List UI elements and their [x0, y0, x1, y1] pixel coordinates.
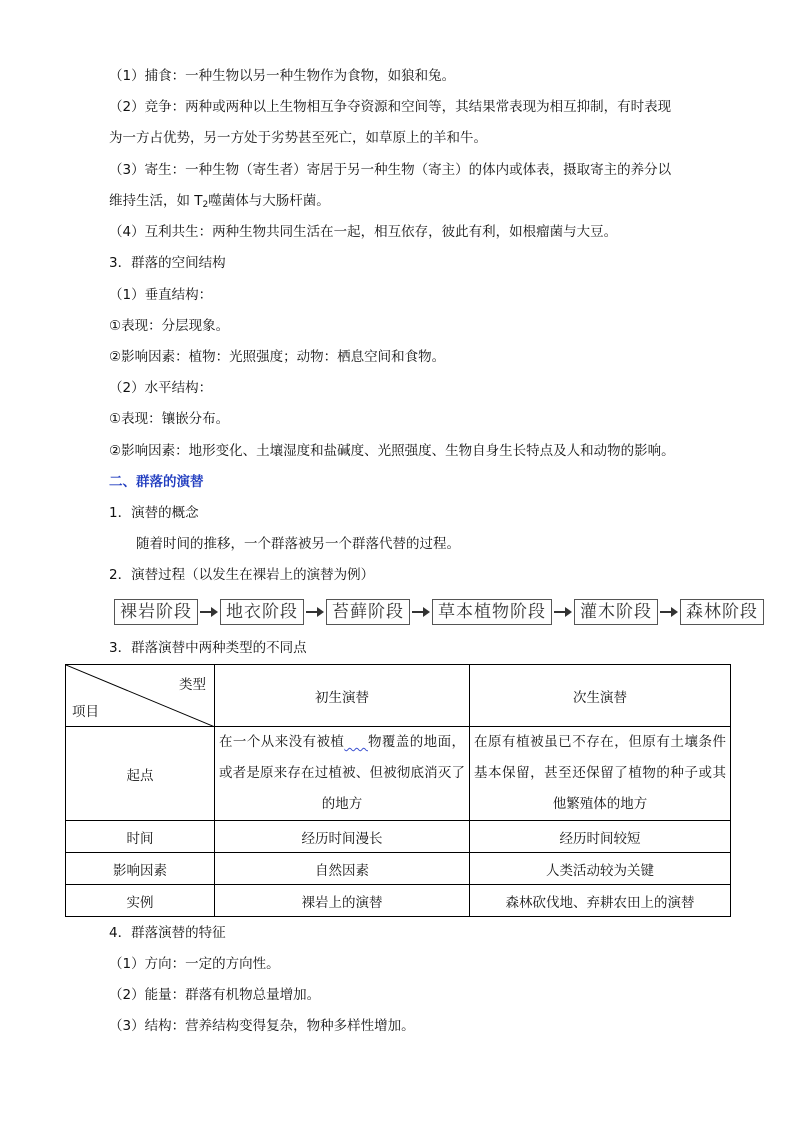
table-header-row [66, 665, 731, 727]
table-row [66, 885, 731, 917]
table-row [66, 853, 731, 885]
stage-box: 地衣阶段 [220, 599, 304, 625]
concept-text: 随着时间的推移，一个群落被另一个群落代替的过程。 [136, 536, 460, 552]
table-cell: 森林砍伐地、弃耕农田上的演替 [470, 885, 731, 917]
vertical-factors: ②影响因素：植物：光照强度；动物：栖息空间和食物。 [109, 349, 446, 365]
column-header: 次生演替 [470, 665, 731, 727]
relation-parasitism-cont: 维持生活，如 $T_2$噬菌体与大肠杆菌。 [109, 193, 330, 210]
succession-flow-diagram [114, 598, 764, 626]
feature-structure: （3）结构：营养结构变得复杂，物种多样性增加。 [109, 1018, 415, 1034]
feature-direction: （1）方向：一定的方向性。 [109, 956, 280, 972]
feature-energy: （2）能量：群落有机物总量增加。 [109, 987, 321, 1003]
table-row [66, 727, 731, 821]
features-heading: 4．群落演替的特征 [109, 925, 226, 941]
relation-mutualism: （4）互利共生：两种生物共同生活在一起，相互依存，彼此有利，如根瘤菌与大豆。 [109, 224, 618, 240]
table-cell: 经历时间较短 [470, 821, 731, 853]
section-title-succession: 二、群落的演替 [109, 474, 204, 490]
right-arrow-icon [658, 606, 680, 618]
row-label: 实例 [66, 885, 215, 917]
row-label: 起点 [66, 727, 215, 821]
table-corner-cell [66, 665, 215, 727]
stage-box: 森林阶段 [680, 599, 764, 625]
table-cell: 自然因素 [215, 853, 470, 885]
relation-parasitism: （3）寄生：一种生物（寄生者）寄居于另一种生物（寄主）的体内或体表，摄取寄主的养分以 [109, 162, 672, 178]
vertical-expression: ①表现：分层现象。 [109, 318, 230, 334]
relation-predation: （1）捕食：一种生物以另一种生物作为食物，如狼和兔。 [109, 68, 456, 84]
corner-label-type: 类型 [179, 677, 206, 693]
table-cell: 人类活动较为关键 [470, 853, 731, 885]
horizontal-expression: ①表现：镶嵌分布。 [109, 411, 230, 427]
stage-box: 草本植物阶段 [432, 599, 552, 625]
vertical-structure: （1）垂直结构： [109, 287, 213, 303]
table-cell: 裸岩上的演替 [215, 885, 470, 917]
horizontal-structure: （2）水平结构： [109, 380, 213, 396]
corner-label-item: 项目 [72, 704, 99, 720]
horizontal-factors: ②影响因素：地形变化、土壤湿度和盐碱度、光照强度、生物自身生长特点及人和动物的影响。 [109, 443, 675, 459]
right-arrow-icon [304, 606, 326, 618]
relation-competition: （2）竞争：两种或两种以上生物相互争夺资源和空间等，其结果常表现为相互抑制，有时表现 [109, 99, 672, 115]
table-row [66, 821, 731, 853]
structure-heading: 3．群落的空间结构 [109, 255, 226, 271]
table-cell: 在原有植被虽已不存在，但原有土壤条件基本保留，甚至还保留了植物的种子或其他繁殖体的地方 [470, 727, 731, 821]
relation-competition-cont: 为一方占优势，另一方处于劣势甚至死亡，如草原上的羊和牛。 [109, 130, 487, 146]
process-heading: 2．演替过程（以发生在裸岩上的演替为例） [109, 567, 375, 583]
stage-box: 苔藓阶段 [326, 599, 410, 625]
right-arrow-icon [552, 606, 574, 618]
row-label: 时间 [66, 821, 215, 853]
column-header: 初生演替 [215, 665, 470, 727]
table-cell: 经历时间漫长 [215, 821, 470, 853]
row-label: 影响因素 [66, 853, 215, 885]
comparison-table [65, 664, 731, 917]
stage-box: 灌木阶段 [574, 599, 658, 625]
table-cell: 在一个从来没有被植 物覆盖的地面，或者是原来存在过植被、但被彻底消灭了的地方 [215, 727, 470, 821]
right-arrow-icon [198, 606, 220, 618]
types-heading: 3．群落演替中两种类型的不同点 [109, 640, 307, 656]
concept-heading: 1．演替的概念 [109, 505, 199, 521]
stage-box: 裸岩阶段 [114, 599, 198, 625]
right-arrow-icon [410, 606, 432, 618]
